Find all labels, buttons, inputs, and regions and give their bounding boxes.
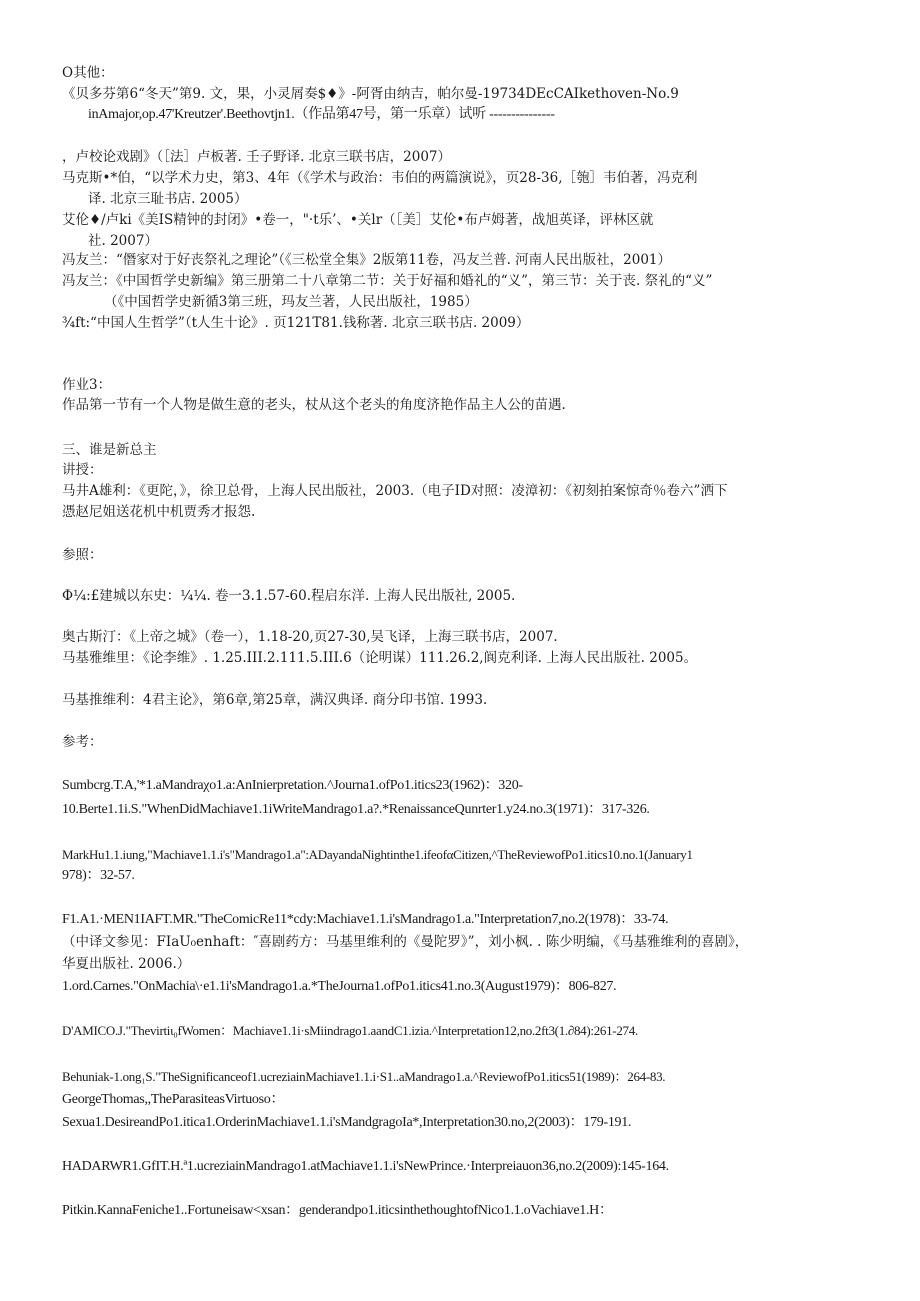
eng-ref: Sumbcrg.T.A,'*1.aMandraχo1.a:AnInierpretation.^Journa1.ofPo1.itics23(1962)：320- (62, 778, 523, 793)
cf-ref: 马基雅维里：《论李维》. 1.25.III.2.111.5.III.6（论明谋）111.26.2,阆克利译. 上海人民出版社. 2005。 (62, 650, 698, 666)
eng-ref: HADARWR1.GfIT.H.ª1.ucreziainMandrago1.atMachiave1.1.i'sNewPrince.·Interpreiauon36,no.2(2009):145-164. (62, 1159, 669, 1174)
eng-ref: F1.A1.·MEN1IAFT.MR."TheComicRe11*cdy:Machiave1.1.i'sMandrago1.a."Interpretation7,no.2(1978)：33-74. (62, 912, 669, 927)
section-3-title: 三、谁是新总主 (62, 442, 157, 458)
eng-ref: Behuniak-1.ong₁S."TheSignificanceof1.ucreziainMachiave1.1.i·S1..aMandrago1.a.^ReviewofPo1.itics51(1989)：264-83. (62, 1069, 666, 1084)
ref-line: 艾伦♦/卢ki《美IS精钟的封闭》•卷一，"·t乐’、•关lr（［美］艾伦•布卢姆著，战旭英译，评林区就 (62, 212, 654, 228)
ref-line: 社. 2007） (88, 233, 158, 249)
cf-ref: 奥古斯汀：《上帝之城》（卷一），1.18-20,页27-30,吴飞译，上海三联书店，2007. (62, 629, 558, 645)
eng-ref: Pitkin.KannaFeniche1..Fortuneisaw<xsan：genderandpo1.iticsinthethoughtofNico1.1.oVachiave1.H： (62, 1203, 613, 1218)
ref-line: 马克斯•*伯，“以学术力史，第3、4年（《学术与政治：韦伯的两篇演说》，页28-36,［匏］韦伯著，冯克利 (62, 170, 698, 186)
eng-ref: 1.ord.Carnes."OnMachia\·e1.1i'sMandrago1.a.*TheJourna1.ofPo1.itics41.no.3(August1979)：806-827. (62, 979, 617, 994)
ref-line: 译. 北京三耻书店. 2005） (88, 191, 248, 207)
eng-ref: 10.Berte1.1i.S."WhenDidMachiave1.1iWriteMandrago1.a?.*RenaissanceQunrter1.y24.no.3(1971)：317-326. (62, 802, 650, 817)
ref-label: 参考： (62, 734, 103, 750)
lecture-ref-line-2: 憑赵尼姐送花机中机贾秀才报怨. (62, 504, 256, 520)
eng-ref: （中译文参见：FIaU₀enhaft：″喜剧药方：马基里维利的《曼陀罗》”，刘小枫. . 陈少明编，《马基雅维利的喜剧》， (62, 934, 749, 950)
eng-ref: GeorgeThomas,,TheParasiteasVirtuoso： (62, 1092, 285, 1107)
cf-ref: 马基推维利：4君主论》，第6章,第25章，满汉典译. 商分印书馆. 1993. (62, 692, 488, 708)
homework-3-body: 作品第一节有一个人物是做生意的老头，杖从这个老头的角度济艳作品主人公的苗遇. (62, 397, 566, 413)
eng-ref: 华夏出版社. 2006.） (62, 956, 191, 972)
cf-ref: Φ¼:£建城以东史：¼¼. 卷一3.1.57-60.程启东洋. 上海人民出版社, 2005. (62, 588, 516, 604)
eng-ref: Sexua1.DesireandPo1.itica1.OrderinMachiave1.1.i'sMandgragoIa*,Interpretation30.no,2(2003)：179-191. (62, 1115, 632, 1130)
music-ref-line-2: inAmajor,op.47'Kreutzer'.Beethovtjn1.（作品第47号，第一乐章）试听 --------------- (88, 107, 555, 122)
ref-line: 冯友兰：《中国哲学史新编》第三册第二十八章第二节：关于好福和婚礼的“义”，第三节：关于丧. 祭礼的“义” (62, 273, 713, 289)
cf-label: 参照： (62, 547, 103, 563)
lecture-label: 讲授： (62, 462, 103, 478)
ref-line: 冯友兰：“僭家对于好丧祭礼之理论”（《三松堂全集》2版第11卷，冯友兰普. 河南人民出版社，2001） (62, 252, 672, 268)
ref-line: ，卢校论戏剧》（［法］卢板著. 壬子野译. 北京三联书店，2007） (62, 149, 452, 165)
eng-ref: D'AMICO.J."Thevirtiι₀fWomen：Machiave1.1i·sMiindrago1.aandC1.izia.^Interpretation12,no.2ft3(1.∂84):261-274. (62, 1023, 638, 1038)
eng-ref: MarkHu1.1.iung,"Machiave1.1.i's"Mandrago1.a":ADayandaNightinthe1.ifeofαCitizen,^TheReviewofPo1.itics10.no.1(January1 (62, 847, 693, 862)
homework-3-title: 作业3： (62, 377, 112, 393)
section-other-label: O其他： (62, 65, 114, 81)
ref-line: （《中国哲学史新循3第三班，玛友兰著，人民出版社，1985） (104, 294, 478, 310)
eng-ref: 978)：32-57. (62, 868, 135, 883)
lecture-ref-line-1: 马井A雄利：《更陀，》，徐卫总骨，上海人民出版社，2003.（电子ID对照：凌漳初：《初刻拍案惊奇％卷六”洒下 (62, 483, 728, 499)
music-ref-line-1: 《贝多芬第6“冬天”第9. 文，果，小灵屑奏$♦》-阿胥由纳吉，帕尔曼-19734DEcCAIkethoven-No.9 (62, 86, 679, 102)
ref-line: ¾ft:“中国人生哲学”（t人生十论》. 页121T81.钱称著. 北京三联书店. 2009） (62, 315, 530, 331)
